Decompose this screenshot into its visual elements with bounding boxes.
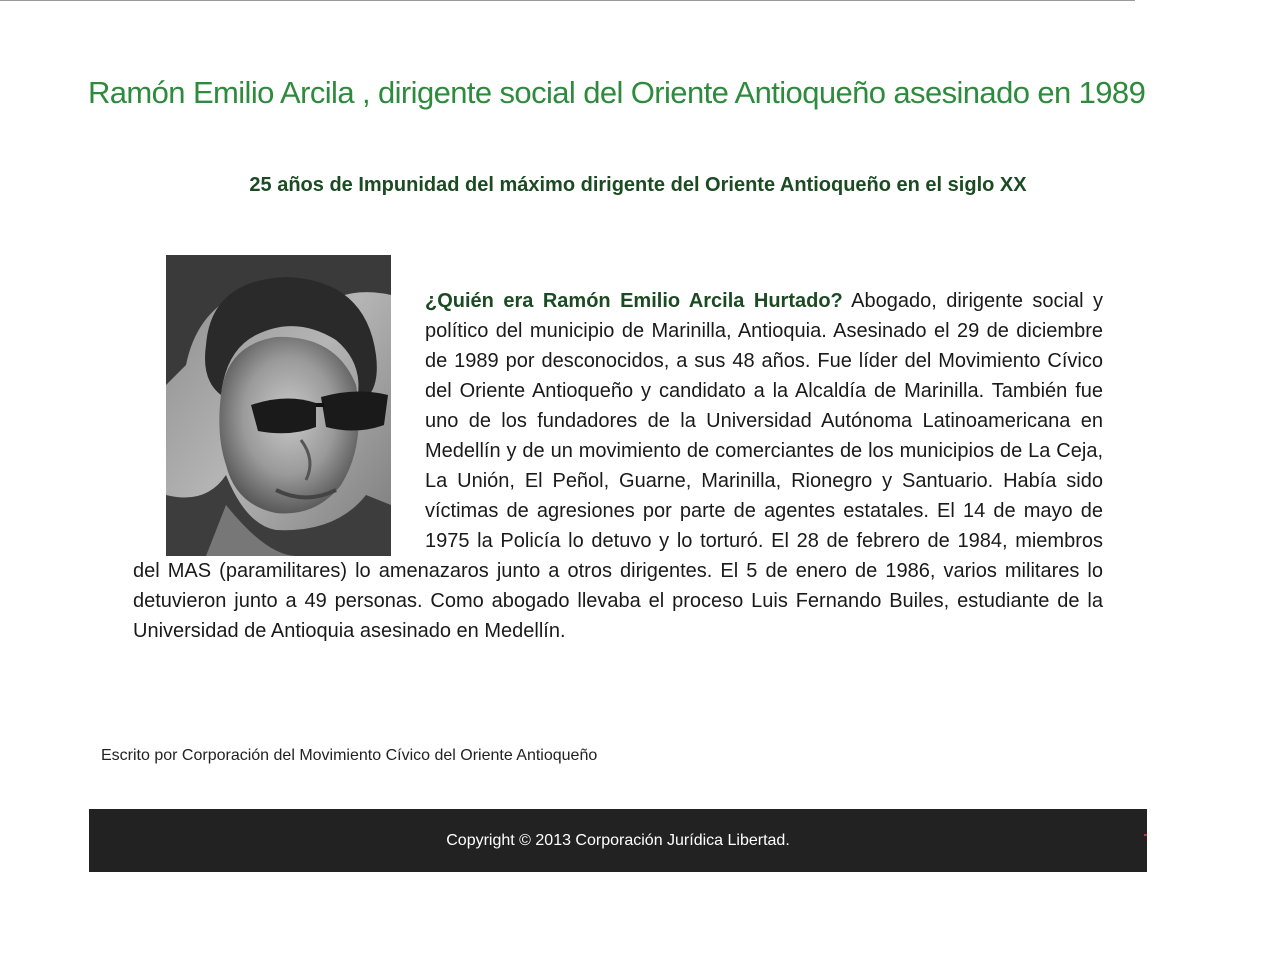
footer-accent-mark [1144, 834, 1147, 836]
article-body-text: Abogado, dirigente social y político del municipio de Marinilla, Antioquia. Asesinado el 29 de diciembre de 1989 por desconocidos, a sus 48 años. Fue líder del Movimiento Cívico del Oriente Antioqueño y candidato a la Alcaldía de Marinilla. También fue uno de los fundadores de la Universidad Autónoma Latinoamericana en Medellín y de un movimiento de comerciantes de los municipios de La Ceja, La Unión, El Peñol, Guarne, Marinilla, Rionegro y Santuario. Había sido víctimas de agresiones por parte de agentes estatales. El 14 de mayo de 1975 la Policía lo detuvo y lo torturó. El 28 de febrero de 1984, miembros del MAS (paramilitares) lo amenazaros junto a otros dirigentes. El 5 de enero de 1986, varios militares lo detuvieron junto a 49 personas. Como abogado llevaba el proceso Luis Fernando Builes, estudiante de la Universidad de Antioquia asesinado en Medellín. [133, 290, 1104, 642]
article-body [133, 286, 1103, 646]
portrait-photo [166, 255, 391, 556]
article-subtitle: 25 años de Impunidad del máximo dirigente del Oriente Antioqueño en el siglo XX [249, 174, 1027, 196]
article-title: Ramón Emilio Arcila , dirigente social del Oriente Antioqueño asesinado en 1989 [88, 75, 1146, 110]
top-divider [0, 0, 1135, 1]
footer-copyright: Copyright © 2013 Corporación Jurídica Libertad. [446, 831, 790, 849]
portrait-image [166, 255, 391, 556]
lead-question: ¿Quién era Ramón Emilio Arcila Hurtado? [425, 290, 843, 312]
site-footer [89, 809, 1147, 872]
article-byline: Escrito por Corporación del Movimiento Cívico del Oriente Antioqueño [101, 747, 598, 764]
